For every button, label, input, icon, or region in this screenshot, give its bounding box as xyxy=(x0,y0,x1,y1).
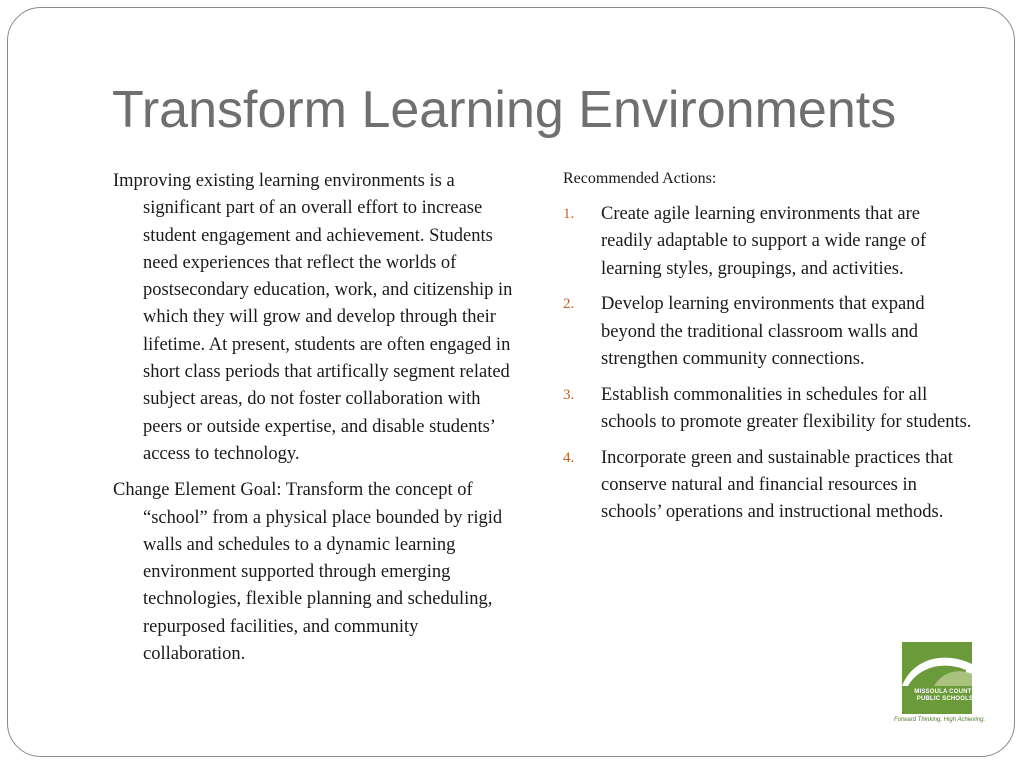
action-text: Develop learning environments that expand beyond the traditional classroom walls and strengthen community connections. xyxy=(601,294,925,369)
logo-arch-icon xyxy=(902,642,972,714)
action-text: Create agile learning environments that are readily adaptable to support a wide range of learning styles, groupings, and activities. xyxy=(601,204,927,279)
action-item xyxy=(563,201,973,283)
action-number: 3. xyxy=(563,386,575,403)
action-number: 2. xyxy=(563,296,575,313)
action-text: Incorporate green and sustainable practices that conserve natural and financial resources in schools’ operations and instructional methods. xyxy=(601,447,953,523)
actions-list xyxy=(563,201,973,527)
intro-paragraph: Improving existing learning environments is a significant part of an overall effort to increase student engagement and achievement. Students need experiences that reflect the worlds of postsecondary education, work, and citizenship in which they will grow and develop through their lifetime. At present, students are often engaged in short class periods that artifically segment related subject areas, do not foster collaboration with peers or outside expertise, and disable students’ access to technology. xyxy=(113,171,513,464)
left-column xyxy=(113,168,518,677)
district-logo xyxy=(894,642,986,728)
logo-mark xyxy=(902,642,976,714)
action-item xyxy=(563,291,973,373)
action-number: 1. xyxy=(563,206,575,222)
right-column xyxy=(563,168,973,535)
goal-paragraph: Change Element Goal: Transform the concept of “school” from a physical place bounded by rigid walls and schedules to a dynamic learning environment supported through emerging technologies, flexible planning and scheduling, repurposed facilities, and community collaboration. xyxy=(113,480,503,665)
action-item xyxy=(563,382,973,437)
logo-tagline: Forward Thinking, High Achieving. xyxy=(894,717,986,723)
action-text: Establish commonalities in schedules for all schools to promote greater flexibility for students. xyxy=(601,384,972,433)
logo-name xyxy=(910,689,980,703)
action-number: 4. xyxy=(563,449,575,466)
logo-line2: PUBLIC SCHOOLS xyxy=(916,696,974,702)
logo-line1: MISSOULA COUNTY xyxy=(914,689,976,695)
slide-title: Transform Learning Environments xyxy=(112,81,897,139)
recommended-actions-heading: Recommended Actions: xyxy=(563,170,717,187)
action-item xyxy=(563,445,973,527)
